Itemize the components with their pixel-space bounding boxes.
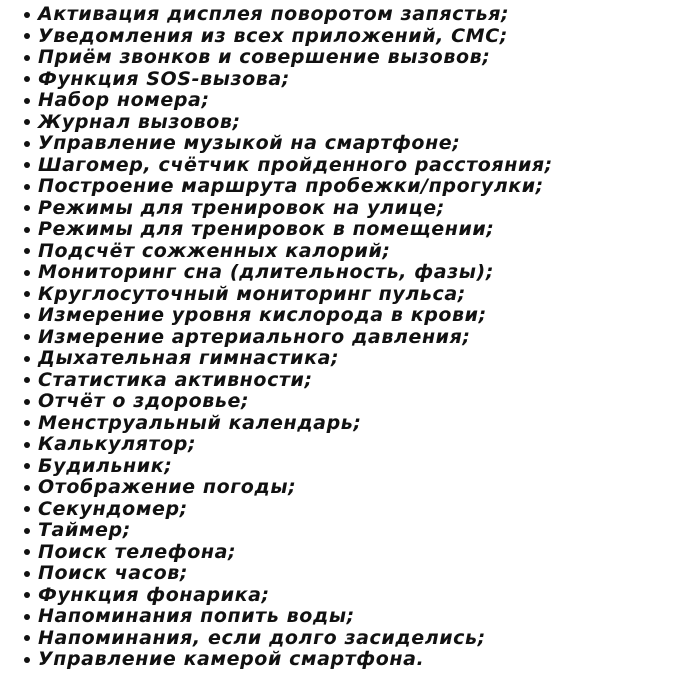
list-item — [24, 456, 694, 478]
feature-text: Мониторинг сна (длительность, фазы); — [38, 261, 495, 283]
bullet-icon — [24, 162, 30, 168]
feature-text: Секундомер; — [38, 497, 188, 520]
feature-text: Построение маршрута пробежки/прогулки; — [38, 175, 544, 197]
bullet-icon — [24, 592, 30, 598]
list-item — [24, 241, 694, 263]
feature-text: Круглосуточный мониторинг пульса; — [38, 282, 467, 305]
bullet-icon — [24, 356, 30, 362]
feature-text: Шагомер, счётчик пройденного расстояния; — [38, 153, 553, 176]
feature-text: Приём звонков и совершение вызовов; — [38, 46, 491, 68]
bullet-icon — [24, 377, 30, 383]
feature-text: Отчёт о здоровье; — [38, 390, 250, 412]
list-item — [24, 370, 694, 392]
bullet-icon — [24, 141, 30, 147]
list-item — [24, 499, 694, 521]
bullet-icon — [24, 227, 30, 233]
bullet-icon — [24, 420, 30, 426]
bullet-icon — [24, 399, 30, 405]
list-item — [24, 391, 694, 413]
list-item — [24, 628, 694, 650]
bullet-icon — [24, 248, 30, 254]
bullet-icon — [24, 184, 30, 190]
bullet-icon — [24, 313, 30, 319]
list-item — [24, 176, 694, 198]
list-item — [24, 133, 694, 155]
list-item — [24, 112, 694, 134]
feature-text: Режимы для тренировок в помещении; — [38, 218, 495, 240]
bullet-icon — [24, 528, 30, 534]
feature-text: Функция фонарика; — [38, 583, 270, 606]
bullet-icon — [24, 291, 30, 297]
feature-text: Таймер; — [38, 519, 131, 541]
bullet-icon — [24, 549, 30, 555]
feature-text: Управление музыкой на смартфоне; — [38, 132, 461, 154]
bullet-icon — [24, 657, 30, 663]
feature-text: Управление камерой смартфона. — [38, 648, 425, 670]
bullet-icon — [24, 463, 30, 469]
list-item — [24, 47, 694, 69]
bullet-icon — [24, 119, 30, 125]
list-item — [24, 348, 694, 370]
feature-text: Отображение погоды; — [38, 476, 297, 498]
list-item — [24, 155, 694, 177]
feature-text: Режимы для тренировок на улице; — [38, 196, 445, 219]
list-item — [24, 198, 694, 220]
list-item — [24, 262, 694, 284]
feature-text: Будильник; — [38, 454, 173, 477]
list-item — [24, 585, 694, 607]
bullet-icon — [24, 270, 30, 276]
list-item — [24, 305, 694, 327]
bullet-icon — [24, 98, 30, 104]
feature-text: Уведомления из всех приложений, СМС; — [38, 24, 508, 47]
list-item — [24, 4, 694, 26]
feature-text: Подсчёт сожженных калорий; — [38, 239, 391, 262]
feature-text: Измерение артериального давления; — [38, 325, 471, 348]
bullet-icon — [24, 485, 30, 491]
feature-text: Дыхательная гимнастика; — [38, 347, 340, 369]
bullet-icon — [24, 205, 30, 211]
bullet-icon — [24, 33, 30, 39]
feature-text: Поиск часов; — [38, 562, 189, 584]
feature-text: Статистика активности; — [38, 368, 313, 391]
feature-list — [24, 4, 694, 671]
feature-text: Напоминания попить воды; — [38, 605, 355, 627]
list-item — [24, 477, 694, 499]
feature-text: Набор номера; — [38, 89, 210, 111]
list-item — [24, 649, 694, 671]
bullet-icon — [24, 614, 30, 620]
list-item — [24, 563, 694, 585]
feature-text: Активация дисплея поворотом запястья; — [38, 3, 510, 25]
list-item — [24, 69, 694, 91]
bullet-icon — [24, 76, 30, 82]
feature-text: Напоминания, если долго засиделись; — [38, 626, 486, 649]
feature-text: Журнал вызовов; — [38, 110, 241, 133]
bullet-icon — [24, 635, 30, 641]
bullet-icon — [24, 442, 30, 448]
feature-text: Калькулятор; — [38, 433, 197, 455]
list-item — [24, 90, 694, 112]
bullet-icon — [24, 12, 30, 18]
list-item — [24, 520, 694, 542]
list-item — [24, 219, 694, 241]
bullet-icon — [24, 506, 30, 512]
feature-text: Поиск телефона; — [38, 540, 237, 563]
list-item — [24, 542, 694, 564]
list-item — [24, 26, 694, 48]
bullet-icon — [24, 334, 30, 340]
list-item — [24, 434, 694, 456]
list-item — [24, 284, 694, 306]
bullet-icon — [24, 571, 30, 577]
feature-text: Измерение уровня кислорода в крови; — [38, 304, 487, 326]
list-item — [24, 413, 694, 435]
list-item — [24, 606, 694, 628]
list-item — [24, 327, 694, 349]
feature-text: Функция SOS-вызова; — [38, 67, 291, 90]
feature-text: Менструальный календарь; — [38, 411, 362, 434]
bullet-icon — [24, 55, 30, 61]
